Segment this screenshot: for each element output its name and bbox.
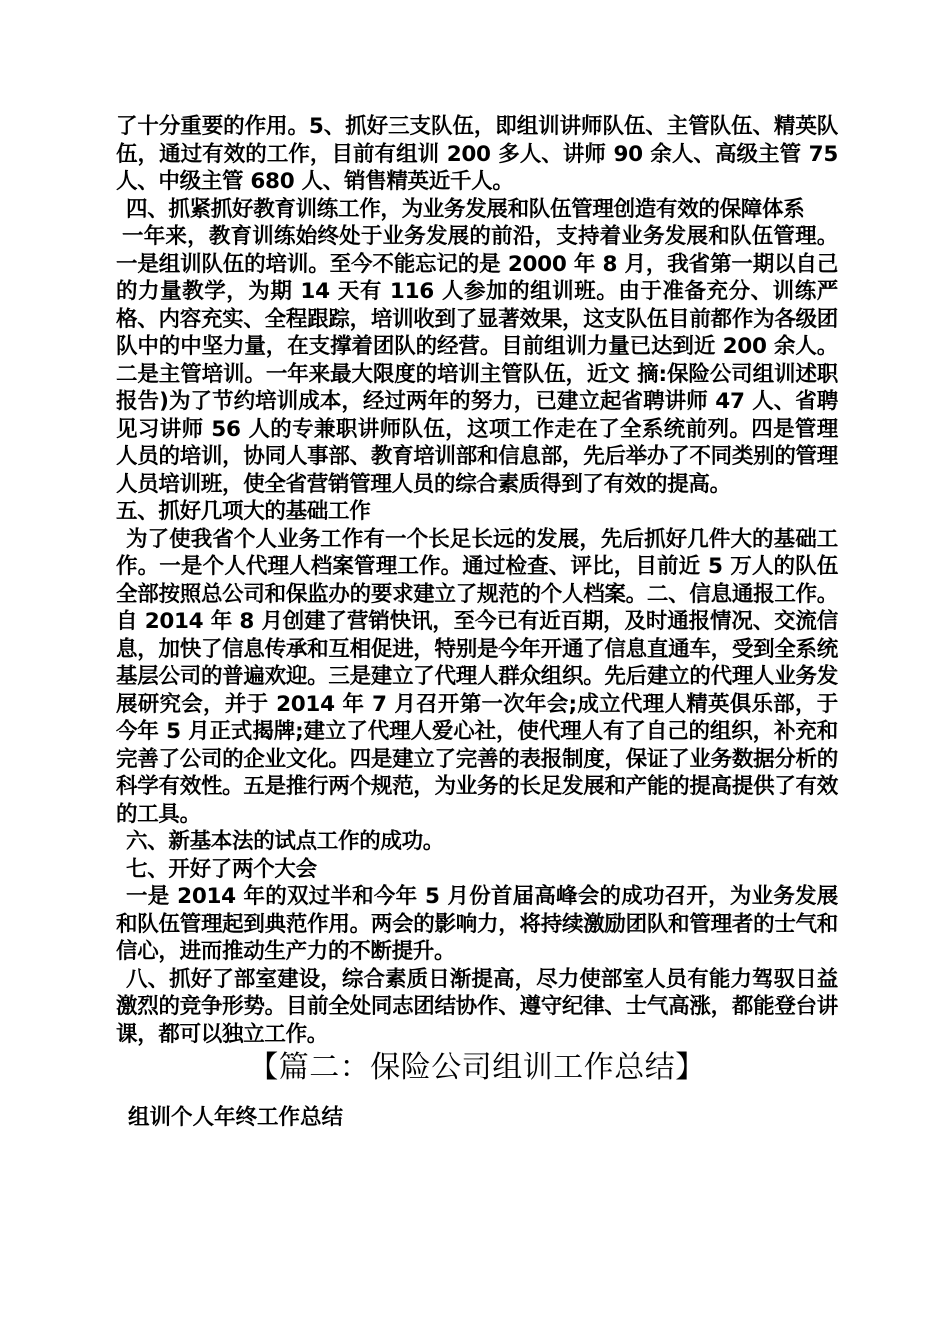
section-title: 【篇二：保险公司组训工作总结】 <box>248 1050 706 1085</box>
sub-title: 组训个人年终工作总结 <box>128 1105 344 1130</box>
heading-new-basic-law: 六、新基本法的试点工作的成功。 <box>126 829 445 854</box>
heading-foundation-work: 五、抓好几项大的基础工作 <box>116 499 371 524</box>
heading-education-training: 四、抓紧抓好教育训练工作，为业务发展和队伍管理创造有效的保障体系 <box>126 196 805 222</box>
paragraph-education-training: 一年来，教育训练始终处于业务发展的前沿，支持着业务发展和队伍管理。一是组训队伍的培训。至今不能忘记的是 2000 年 8 月，我省第一期以自己的力量教学，为期 14 天有 116 人参加的组训班。由于准备充分、训练严格、内容充实、全程跟踪，培训收到了显著效果，这支队伍目前都作为各级团队中的中坚力量，在支撑着团队的经营。目前组训力量已达到近 200 余人。二是主管培训。一年来最大限度的培训主管队伍，近文 摘:保险公司组训述职报告)为了节约培训成本，经过两年的努力，已建立起省聘讲师 47 人、省聘见习讲师 56 人的专兼职讲师队伍，这项工作走在了全系统前列。四是管理人员的培训，协同人事部、教育培训部和信息部，先后举办了不同类别的管理人员培训班，使全省营销管理人员的综合素质得到了有效的提高。 <box>116 224 838 497</box>
paragraph-two-conferences: 一是 2014 年的双过半和今年 5 月份首届高峰会的成功召开，为业务发展和队伍管理起到典范作用。两会的影响力，将持续激励团队和管理者的士气和信心，进而推动生产力的不断提升。 <box>116 884 838 964</box>
paragraph-team-building: 了十分重要的作用。5、抓好三支队伍，即组训讲师队伍、主管队伍、精英队伍，通过有效的工作，目前有组训 200 多人、讲师 90 余人、高级主管 75 人、中级主管 680 人、销售精英近千人。 <box>116 114 838 194</box>
paragraph-department-building: 八、抓好了部室建设，综合素质日渐提高，尽力使部室人员有能力驾驭日益激烈的竞争形势。目前全处同志团结协作、遵守纪律、士气高涨，都能登台讲课，都可以独立工作。 <box>116 966 838 1047</box>
paragraph-foundation-work: 为了使我省个人业务工作有一个长足长远的发展，先后抓好几件大的基础工作。一是个人代理人档案管理工作。通过检查、评比，目前近 5 万人的队伍全部按照总公司和保监办的要求建立了规范的个人档案。二、信息通报工作。自 2014 年 8 月创建了营销快讯，至今已有近百期，及时通报情况、交流信息，加快了信息传承和互相促进，特别是今年开通了信息直通车，受到全系统基层公司的普遍欢迎。三是建立了代理人群众组织。先后建立的代理人业务发展研究会，并于 2014 年 7 月召开第一次年会;成立代理人精英俱乐部，于今年 5 月正式揭牌;建立了代理人爱心社，使代理人有了自己的组织，补充和完善了公司的企业文化。四是建立了完善的表报制度，保证了业务数据分析的科学有效性。五是推行两个规范，为业务的长足发展和产能的提高提供了有效的工具。 <box>116 526 838 827</box>
document-page <box>116 113 838 1132</box>
heading-two-conferences: 七、开好了两个大会 <box>126 856 317 882</box>
